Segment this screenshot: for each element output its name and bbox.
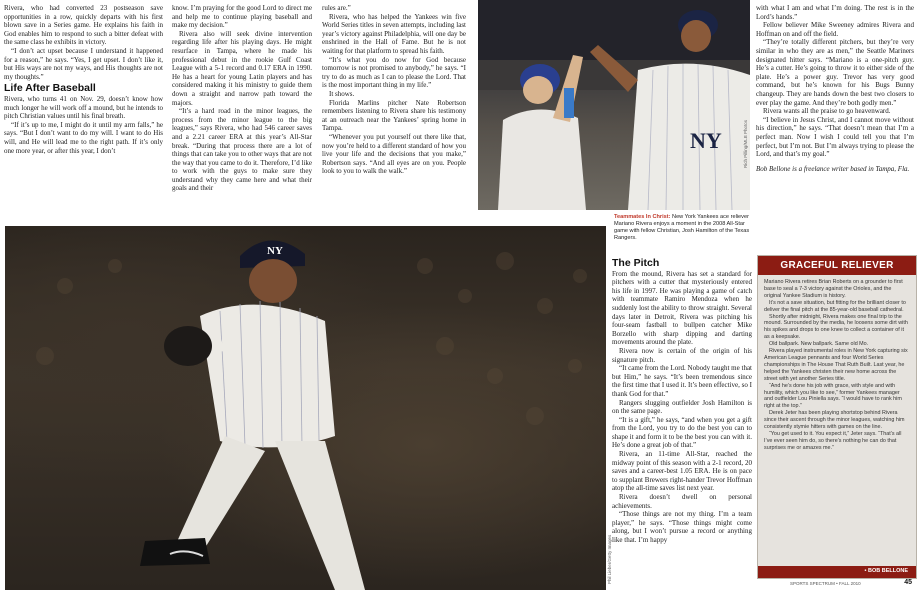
- paragraph: “It’s what you do now for God because tomorrow is not promised to anybody,” he says. “I try to do as much as I can to please the Lord. That is the most important thing in my life.”: [322, 55, 466, 90]
- article-column-2: [172, 4, 312, 193]
- author-bio: Bob Bellone is a freelance writer based in Tampa, Fla.: [756, 164, 910, 173]
- sidebar-body: [758, 275, 916, 456]
- photo-top-cap-logo: NY: [690, 128, 722, 153]
- photo-main-cap-logo: NY: [267, 245, 283, 257]
- paragraph: “I believe in Jesus Christ, and I cannot move without his direction,” he says. “That doesn’t mean that I’m a perfect man. Now I wish I could tell you that I’m perfect, but I’m not. But I’m always trying to please the Lord, and that’s my goal.”: [756, 115, 914, 159]
- caption-lead: Teammates In Christ:: [614, 214, 673, 220]
- paragraph: Rivera wants all the praise to go heavenward.: [763, 107, 891, 116]
- photo-caption-top: [614, 214, 754, 242]
- paragraph: Rivera, an 11-time All-Star, reached the midway point of this season with a 2-1 record, 20 saves and a career-best 1.05 ERA. He is on pace to supplant Brewers right-hander Trevor Hoffman atop the all-time saves list next year.: [612, 450, 752, 493]
- photo-rivera-hamilton: [478, 0, 750, 210]
- sidebar-paragraph: Rivera played instrumental roles in New York capturing six American League pennants and four World Series championships in The House That Ruth Built. Last year, he helped the Yankees christen their new home across the street with yet another Series title.: [764, 348, 908, 382]
- paragraph: From the mound, Rivera has set a standard for pitchers with a cutter that mysteriously entered his life in 1997. He was playing a game of catch with teammate Ramiro Mendoza when he suddenly lost the ability to throw straight. Several days later in Detroit, Rivera was pitching his four-seam fastball to bullpen catcher Mike Borzello with sharp dipping and darting movements around the plate.: [612, 269, 752, 347]
- sidebar-paragraph: Old ballpark. New ballpark. Same old Mo.: [769, 341, 869, 348]
- sidebar-paragraph: “And he’s done his job with grace, with style and with humility, which you like to see,” former Yankees manager and outfielder Lou Piniella says. “I would have to rank him right at the top.”: [764, 382, 902, 410]
- photo-rivera-hamilton-illustration: [478, 0, 750, 210]
- paragraph: Rivera, who turns 41 on Nov. 29, doesn’t know how much longer he will work off a mound, but he intends to pitch Christian values until his final breath.: [4, 94, 163, 121]
- paragraph: rules are.”: [322, 4, 351, 12]
- magazine-footer: SPORTS SPECTRUM • FALL 2010: [790, 581, 861, 586]
- photo-credit-top: Rich Pilling/MLB Photos: [743, 119, 748, 168]
- paragraph: with what I am and what I’m doing. The rest is in the Lord’s hands.”: [756, 4, 914, 21]
- sidebar-graceful-reliever: [757, 255, 917, 579]
- sidebar-paragraph: Derek Jeter has been playing shortstop behind Rivera since their ascent through the minor leagues, watching him consistently stymie hitters with games on the line.: [764, 410, 905, 431]
- paragraph: Rivera now is certain of the origin of his signature pitch.: [612, 346, 752, 364]
- page-number: 45: [904, 579, 912, 586]
- sidebar-paragraph: “You get used to it. You expect it,” Jeter says. “That’s all I’ve ever seen him do, so there’s nothing he can do that surprises me or amazes me.”: [764, 430, 902, 451]
- article-column-5: [756, 4, 914, 173]
- photo-credit-main: Phil Lieber/Getty Images: [607, 534, 612, 584]
- sidebar-title: GRACEFUL RELIEVER: [758, 256, 916, 275]
- article-column-4: [612, 256, 752, 545]
- paragraph: “Whenever you put yourself out there like that, now you’re held to a different standard of how you live your life and the decisions that you make,” Robertson says. “And all eyes are on you. People look to you to walk the walk.”: [322, 132, 466, 176]
- paragraph: Rivera doesn’t dwell on personal achievements.: [612, 493, 752, 510]
- photo-rivera-pitching-illustration: [5, 226, 606, 590]
- sidebar-paragraph: Shortly after midnight, Rivera makes one final trip to the mound. Surrounded by the media, he loosens some dirt with his spikes and drops to one knee to collect a container of it as a keepsake.: [764, 313, 908, 341]
- paragraph: It shows.: [329, 89, 355, 98]
- paragraph: “If it’s up to me, I might do it until my arm falls,” he says. “But I don’t want to do my will. I want to do His will, and He will lead me to the right path. If it’s only one more year, or after this year, I don’t: [4, 120, 163, 155]
- paragraph: Florida Marlins pitcher Nate Robertson remembers listening to Rivera share his testimony at an outreach near the Yankees’ spring home in Tampa.: [322, 98, 466, 133]
- article-column-1: [4, 4, 163, 155]
- sidebar-paragraph: It’s not a save situation, but fitting for the brilliant closer to deliver the final pitch at the 85-year-old baseball cathedral.: [764, 299, 906, 313]
- paragraph: Fellow believer Mike Sweeney admires Rivera and Hoffman on and off the field.: [756, 21, 914, 38]
- paragraph: “Those things are not my thing. I’m a team player,” he says. “Those things might come along, but I won’t pursue a record or anything like that. I’m happy: [612, 510, 752, 544]
- paragraph: “They’re totally different pitchers, but they’re very similar in who they are as men,” the Seattle Mariners designated hitter says. “Mariano is a one-pitch guy. He’s a cutter. He’s going to throw it to either side of the plate. He’s a power guy. Trevor has very good command, but he’s known for his Bugs Bunny changeup. They are hands down the best two closers to ever play the game. And they’re both godly men.”: [756, 38, 914, 107]
- sidebar-signature: • BOB BELLONE: [864, 568, 908, 574]
- sidebar-paragraph: Mariano Rivera retires Brian Roberts on a grounder to first base to seal a 7-3 victory against the Orioles, and the original Yankee Stadium is history.: [764, 279, 903, 299]
- subhead-the-pitch: The Pitch: [612, 257, 660, 269]
- paragraph: Rivera, who has helped the Yankees win five World Series titles in seven attempts, including last year’s victory against Philadelphia, will one day be enshrined in the Hall of Fame. But he is not waiting for that platform to spread his faith.: [322, 12, 466, 55]
- paragraph: Rivera, who had converted 23 postseason save opportunities in a row, quickly departs with his first blown save in a Series game. He explains his faith in God enables him to respond to such a bitter defeat with the same class he exhibits in victory.: [4, 4, 163, 47]
- paragraph: “It is a gift,” he says, “and when you get a gift from the Lord, you try to do the best you can to shape it and form it to be the best you can with it. He’s done a great job of that.”: [612, 415, 752, 450]
- paragraph: know. I’m praying for the good Lord to direct me and help me to continue playing baseball and make my decision.”: [172, 4, 312, 30]
- subhead-life-after-baseball: Life After Baseball: [4, 82, 96, 95]
- paragraph: “It’s a hard road in the minor leagues, the process from the minor league to the big leagues,” says Rivera, who had 546 career saves and a 2.21 career ERA at this year’s All-Star break. “During that process there are a lot of things that can take you to other ways that are not the way that you came to do it. Therefore, I’d like to work with the guys to make sure they understand why they came here and what their goals and their: [172, 107, 312, 193]
- caption-text: New York Yankees ace reliever Mariano Rivera enjoys a moment in the 2008 All-Star game with fellow Christian, Josh Hamilton of the Texas Rangers.: [614, 214, 750, 241]
- sidebar-signature-bar: [758, 566, 916, 578]
- paragraph: “I don’t act upset because I understand it happened for a reason,” he says. “Yes, I get upset. I don’t like it, but His ways are not my ways, and His thoughts are not my thoughts.”: [4, 46, 163, 81]
- paragraph: “It came from the Lord. Nobody taught me that but Him,” he says. “It’s been tremendous since the first time that I used it. It’s been effective, so I thank God for that.”: [612, 364, 752, 398]
- article-column-3: [322, 4, 466, 176]
- paragraph: Rangers slugging outfielder Josh Hamilton is on the same page.: [612, 398, 752, 416]
- paragraph: Rivera also will seek divine intervention regarding life after his playing days. He might resurface in Tampa, where he made his professional debut in the rookie Gulf Coast League with a 5-1 record and 0.17 ERA in 1990. He has a heart for young Latin players and has considered making it his ministry to guide them down a straight and narrow path toward the majors.: [172, 29, 312, 107]
- photo-rivera-pitching: [5, 226, 606, 590]
